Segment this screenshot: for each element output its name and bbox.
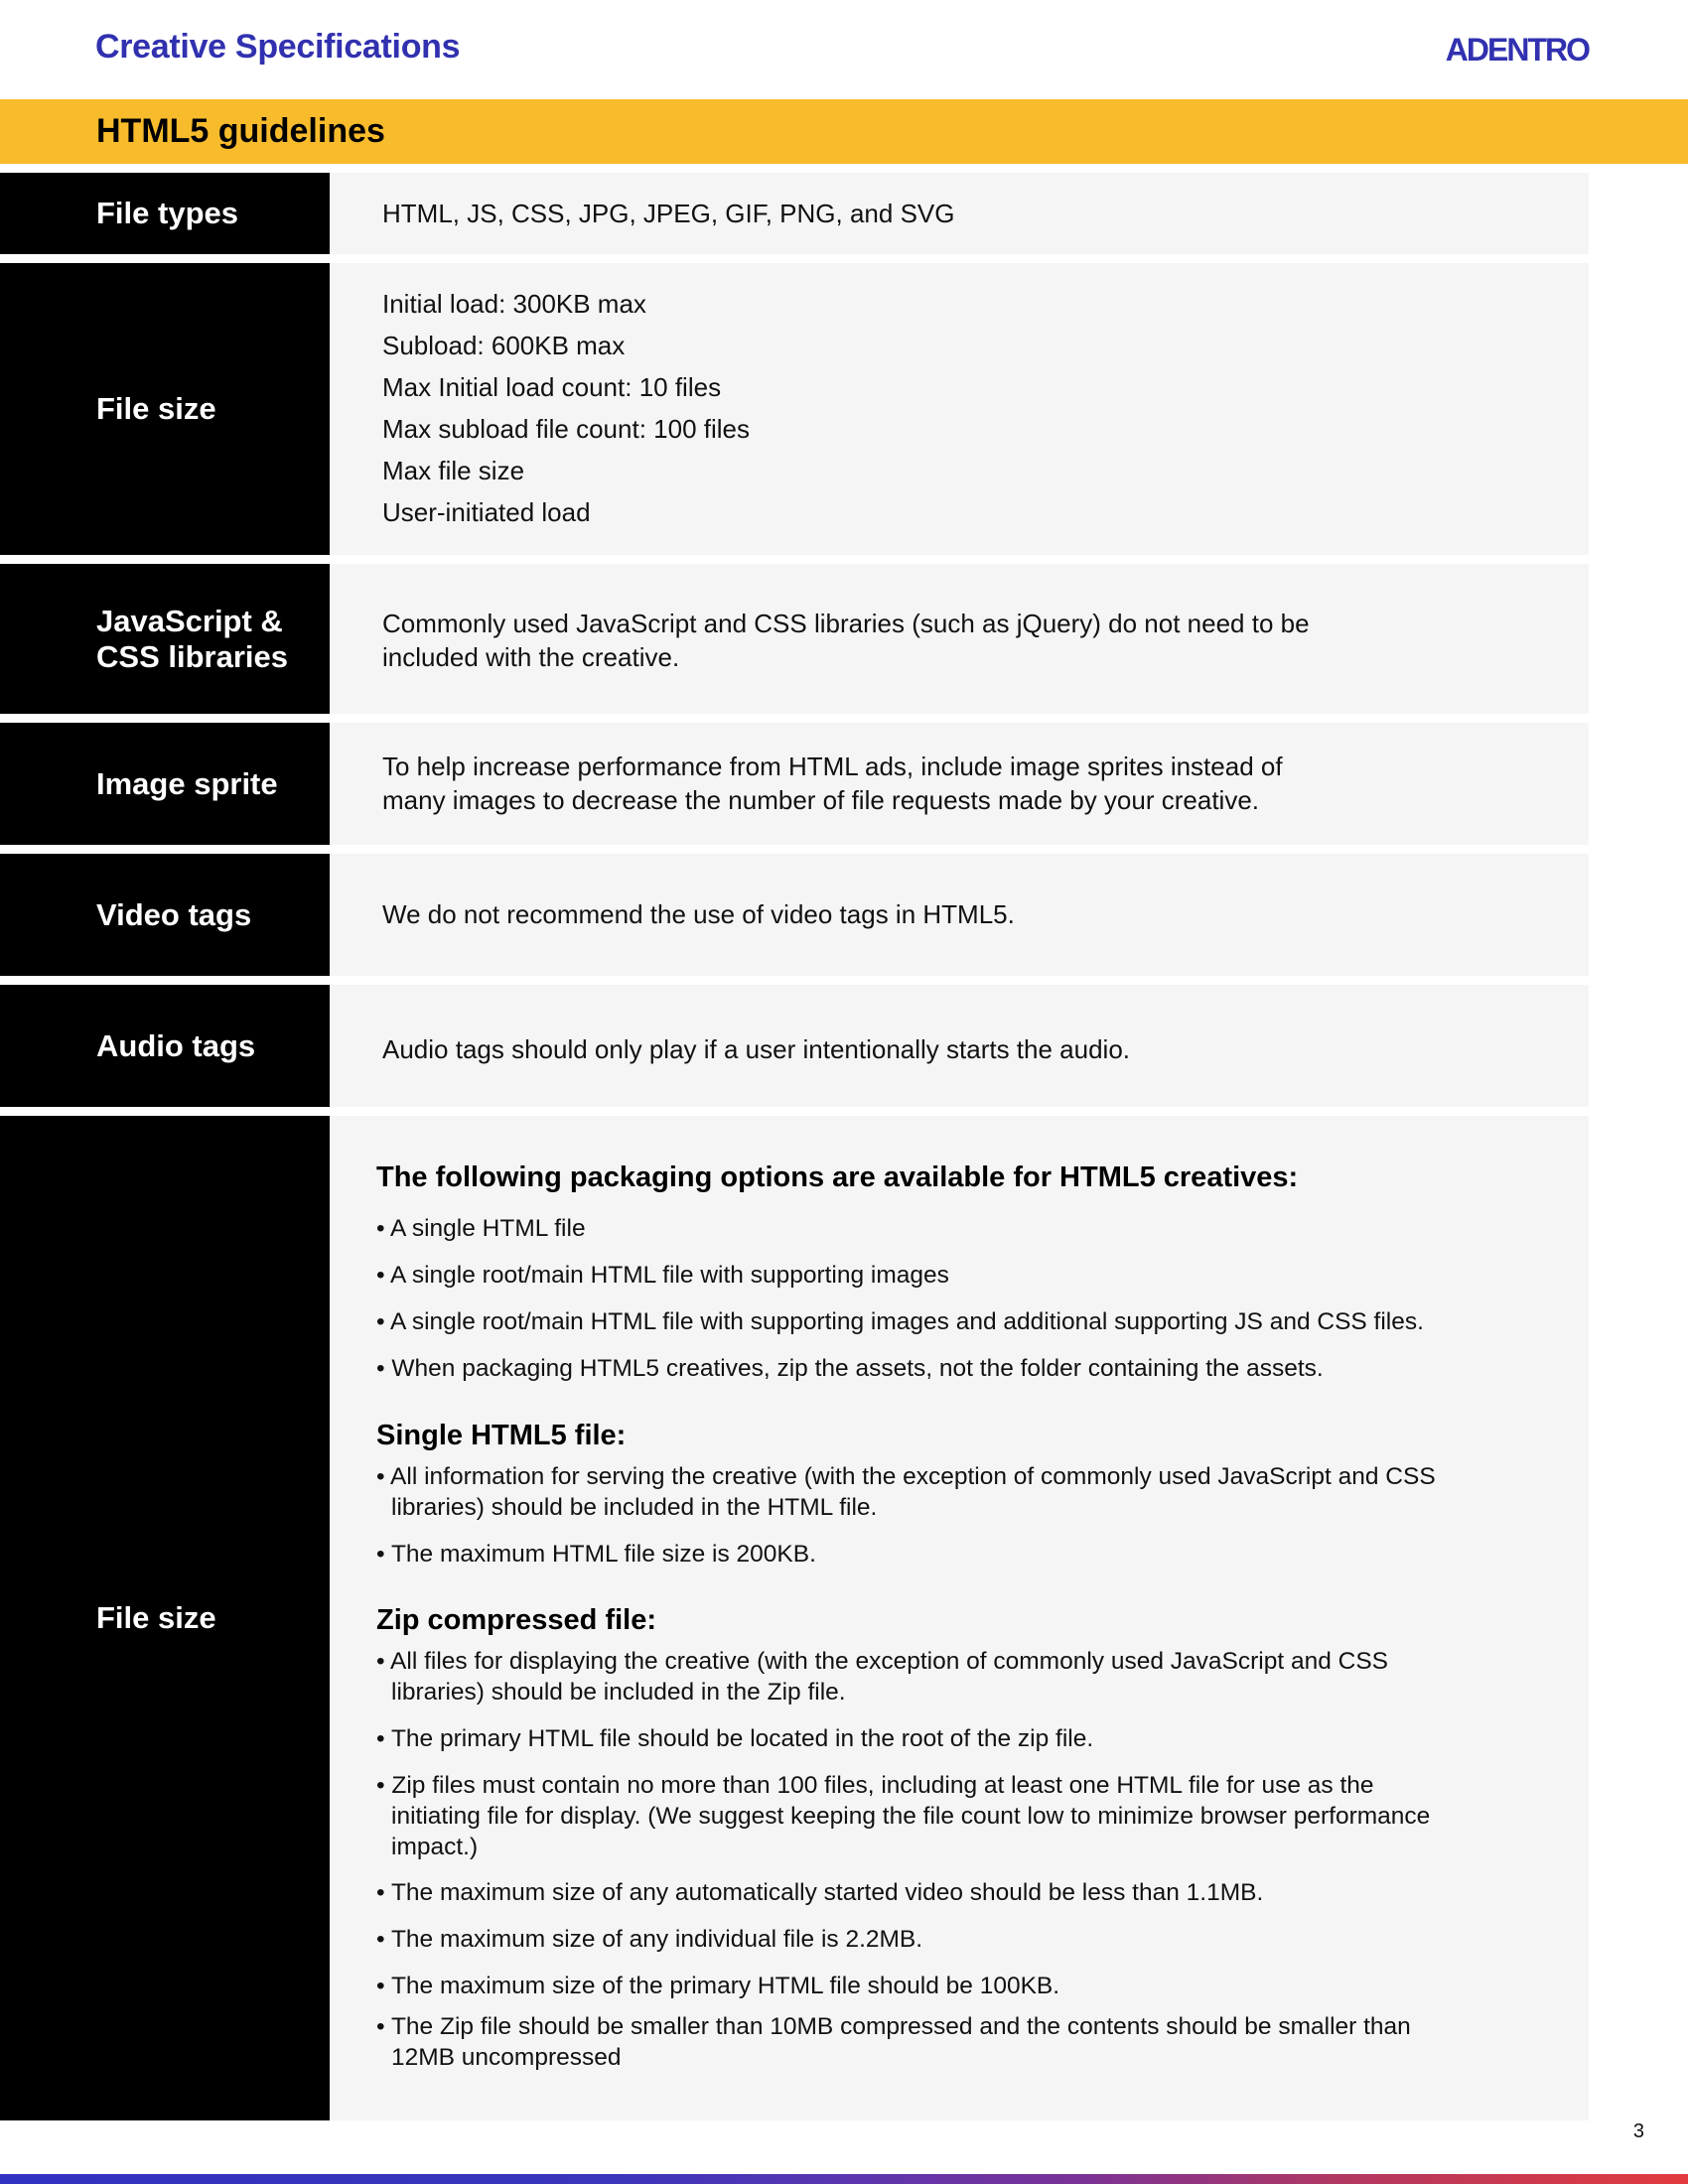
zip-file-heading: Zip compressed file: [376,1604,657,1636]
row-content [330,723,1589,845]
file-size-list [382,283,750,533]
list-item: • All information for serving the creative (with the exception of commonly used JavaScript and CSS libraries) should be included in the HTML file. [376,1463,1436,1521]
list-item-text: The maximum size of any automatically started video should be less than 1.1MB. [390,1879,1264,1906]
footer-gradient-bar [0,2174,1688,2184]
label-line: CSS libraries [96,638,288,674]
list-item: • A single root/main HTML file with supporting images [376,1262,949,1289]
list-item-text: All information for serving the creative (with the exception of commonly used JavaScript and CSS libraries) should be included in the HTML file. [390,1463,1436,1521]
list-item-text: A single root/main HTML file with supporting images [390,1262,949,1289]
page-header-title: Creative Specifications [95,28,461,66]
row-content [330,564,1589,714]
list-item-text: The maximum size of any individual file is 2.2MB. [390,1926,923,1953]
list-item: • The maximum size of any automatically started video should be less than 1.1MB. [376,1879,1264,1906]
row-label-text: Audio tags [96,1027,256,1063]
section-title-bar [0,99,1688,164]
row-label-text: Image sprite [96,765,278,801]
list-item-text: The Zip file should be smaller than 10MB compressed and the contents should be smaller than 12MB uncompressed [390,2013,1411,2071]
row-label [0,854,330,976]
list-item: • A single root/main HTML file with supporting images and additional supporting JS and CSS files. [376,1308,1424,1335]
row-label [0,564,330,714]
row-label-text: Video tags [96,896,252,932]
text-line: Commonly used JavaScript and CSS libraries (such as jQuery) do not need to be [382,609,1310,638]
js-css-text [382,607,1310,674]
row-label-text: File types [96,196,238,230]
list-item: • A single HTML file [376,1215,586,1242]
list-item: • The maximum HTML file size is 200KB. [376,1541,816,1568]
row-file-types [0,173,1589,254]
list-item: • When packaging HTML5 creatives, zip the assets, not the folder containing the assets. [376,1355,1324,1382]
single-file-heading: Single HTML5 file: [376,1420,627,1451]
row-image-sprite [0,723,1589,845]
audio-tags-text: Audio tags should only play if a user intentionally starts the audio. [382,1034,1131,1064]
row-content [330,985,1589,1107]
packaging-heading: The following packaging options are available for HTML5 creatives: [376,1161,1299,1193]
list-item-text: The primary HTML file should be located in the root of the zip file. [390,1725,1094,1752]
text-line: To help increase performance from HTML ads, include image sprites instead of [382,751,1283,781]
section-title: HTML5 guidelines [96,112,385,150]
list-item: • The maximum size of the primary HTML file should be 100KB. [376,1973,1060,1999]
row-content [330,263,1589,555]
list-item: • All files for displaying the creative (with the exception of commonly used JavaScript and CSS libraries) should be included in the Zip file. [376,1648,1389,1706]
list-item: Subload: 600KB max [382,331,626,360]
list-item: Max file size [382,456,525,485]
list-item: User-initiated load [382,497,591,527]
row-label-text: File size [96,391,216,426]
list-item-text: Zip files must contain no more than 100 files, including at least one HTML file for use as the initiating file for display. (We suggest keeping the file count low to minimize browser performance impact.) [391,1772,1431,1860]
page-number: 3 [1632,2120,1644,2142]
row-label [0,173,330,254]
text-line: many images to decrease the number of file requests made by your creative. [382,785,1259,815]
brand-logo: ADENTRO [1445,32,1589,68]
list-item: • Zip files must contain no more than 100 files, including at least one HTML file for use as the initiating file for display. (We suggest keeping the file count low to minimize browser performance impact.) [376,1772,1431,1860]
row-file-size [0,263,1589,555]
row-content [330,173,1589,254]
list-item-text: All files for displaying the creative (with the exception of commonly used JavaScript and CSS libraries) should be included in the Zip file. [390,1648,1389,1706]
list-item-text: A single root/main HTML file with supporting images and additional supporting JS and CSS files. [390,1308,1424,1335]
row-content [330,1116,1589,2120]
row-video-tags [0,854,1589,976]
list-item: Max subload file count: 100 files [382,414,750,444]
list-item: Max Initial load count: 10 files [382,372,722,402]
image-sprite-text [382,750,1283,817]
list-item-text: The maximum HTML file size is 200KB. [390,1541,816,1568]
text-line: included with the creative. [382,642,680,672]
list-item: • The maximum size of any individual file is 2.2MB. [376,1926,923,1953]
list-item-text: When packaging HTML5 creatives, zip the assets, not the folder containing the assets. [391,1355,1324,1382]
list-item-text: A single HTML file [390,1215,586,1242]
list-item: Initial load: 300KB max [382,289,646,319]
row-label [0,723,330,845]
row-label-text: File size [96,1600,216,1635]
row-label [0,985,330,1107]
row-label [0,263,330,555]
row-content [330,854,1589,976]
label-line: JavaScript & [96,603,283,638]
row-js-css-libraries [0,564,1589,714]
list-item-text: The maximum size of the primary HTML file should be 100KB. [390,1973,1060,1999]
list-item: • The primary HTML file should be located in the root of the zip file. [376,1725,1094,1752]
row-packaging [0,1116,1589,2120]
row-label-text [0,604,288,675]
list-item: • The Zip file should be smaller than 10MB compressed and the contents should be smaller than 12MB uncompressed [376,2013,1411,2071]
file-types-text: HTML, JS, CSS, JPG, JPEG, GIF, PNG, and SVG [382,199,955,228]
row-label [0,1116,330,2120]
video-tags-text: We do not recommend the use of video tags in HTML5. [382,899,1015,929]
row-audio-tags [0,985,1589,1107]
